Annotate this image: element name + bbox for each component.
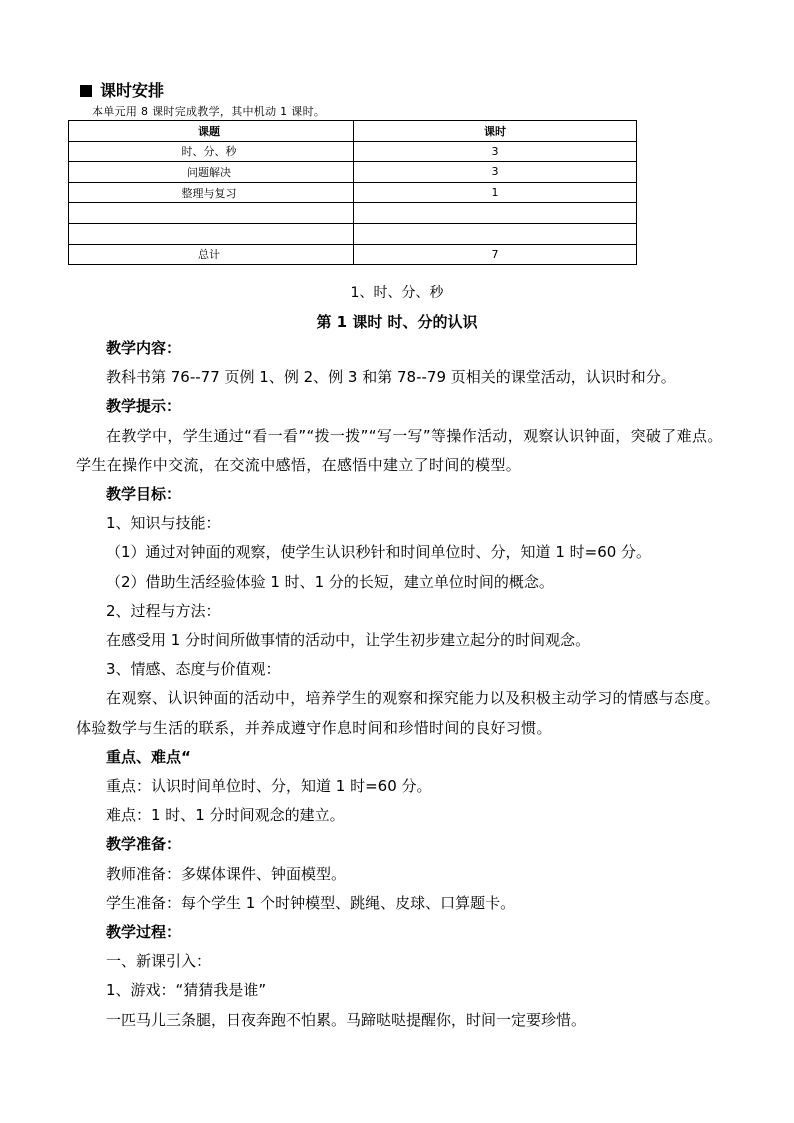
table-header-row <box>69 121 637 142</box>
goal-knowledge: 1、知识与技能： <box>106 514 221 533</box>
table-cell-total-label: 总计 <box>69 244 354 265</box>
header-topic: 课题 <box>69 121 354 142</box>
section-note: 本单元用 8 课时完成教学，其中机动 1 课时。 <box>92 105 326 118</box>
table-cell-topic <box>69 203 354 224</box>
table-row <box>69 203 637 224</box>
process-game: 1、游戏：“猜猜我是谁” <box>106 981 267 1000</box>
table-cell-topic: 整理与复习 <box>69 182 354 203</box>
table-cell-total-value: 7 <box>354 244 637 265</box>
goal-knowledge-2: （2）借助生活经验体验 1 时、1 分的长短，建立单位时间的概念。 <box>106 572 554 591</box>
process-riddle: 一匹马儿三条腿，日夜奔跑不怕累。马蹄哒哒提醒你，时间一定要珍惜。 <box>106 1010 587 1029</box>
heading-process: 教学过程： <box>106 923 182 942</box>
table-cell-hours: 3 <box>354 162 637 183</box>
lesson-body <box>76 334 726 1035</box>
difficult-point: 难点：1 时、1 分时间观念的建立。 <box>106 806 345 825</box>
table-cell-hours <box>354 223 637 244</box>
table-cell-hours: 1 <box>354 182 637 203</box>
process-intro: 一、新课引入： <box>106 952 212 971</box>
table-cell-topic: 时、分、秒 <box>69 141 354 162</box>
table-cell-topic: 问题解决 <box>69 162 354 183</box>
section-title-text: 课时安排 <box>100 81 165 100</box>
table-cell-topic <box>69 223 354 244</box>
teacher-preparation: 教师准备：多媒体课件、钟面模型。 <box>106 864 347 883</box>
heading-tips: 教学提示： <box>106 397 182 416</box>
heading-content: 教学内容： <box>106 339 182 357</box>
unit-title: 1、时、分、秒 <box>350 285 444 301</box>
table-cell-hours: 3 <box>354 141 637 162</box>
content-text: 教科书第 76--77 页例 1、例 2、例 3 和第 78--79 页相关的课堂活动，认识时和分。 <box>106 368 676 387</box>
section-title <box>80 78 164 101</box>
table-row <box>69 182 637 203</box>
goal-process: 2、过程与方法： <box>106 601 221 620</box>
schedule-table <box>68 120 637 265</box>
student-preparation: 学生准备：每个学生 1 个时钟模型、跳绳、皮球、口算题卡。 <box>106 893 516 912</box>
header-hours: 课时 <box>354 121 637 142</box>
goal-knowledge-1: （1）通过对钟面的观察，使学生认识秒针和时间单位时、分，知道 1 时=60 分。 <box>106 543 652 562</box>
square-bullet-icon <box>80 85 92 97</box>
table-row <box>69 223 637 244</box>
goal-process-text: 在感受用 1 分时间所做事情的活动中，让学生初步建立起分的时间观念。 <box>106 631 591 650</box>
heading-key-points: 重点、难点“ <box>106 747 191 766</box>
table-row <box>69 141 637 162</box>
heading-preparation: 教学准备： <box>106 835 182 854</box>
heading-goals: 教学目标： <box>106 485 182 504</box>
table-total-row <box>69 244 637 265</box>
key-point: 重点：认识时间单位时、分，知道 1 时=60 分。 <box>106 777 432 796</box>
lesson-title: 第 1 课时 时、分的认识 <box>316 313 478 331</box>
table-row <box>69 162 637 183</box>
goal-emotion: 3、情感、态度与价值观： <box>106 660 281 679</box>
table-cell-hours <box>354 203 637 224</box>
goal-emotion-text: 在观察、认识钟面的活动中，培养学生的观察和探究能力以及积极主动学习的情感与态度。体验数学与生活的联系，并养成遵守作息时间和珍惜时间的良好习惯。 <box>76 689 721 737</box>
tips-text: 在教学中，学生通过“看一看”“拨一拨”“写一写”等操作活动，观察认识钟面，突破了难点。学生在操作中交流，在交流中感悟，在感悟中建立了时间的模型。 <box>76 426 723 474</box>
